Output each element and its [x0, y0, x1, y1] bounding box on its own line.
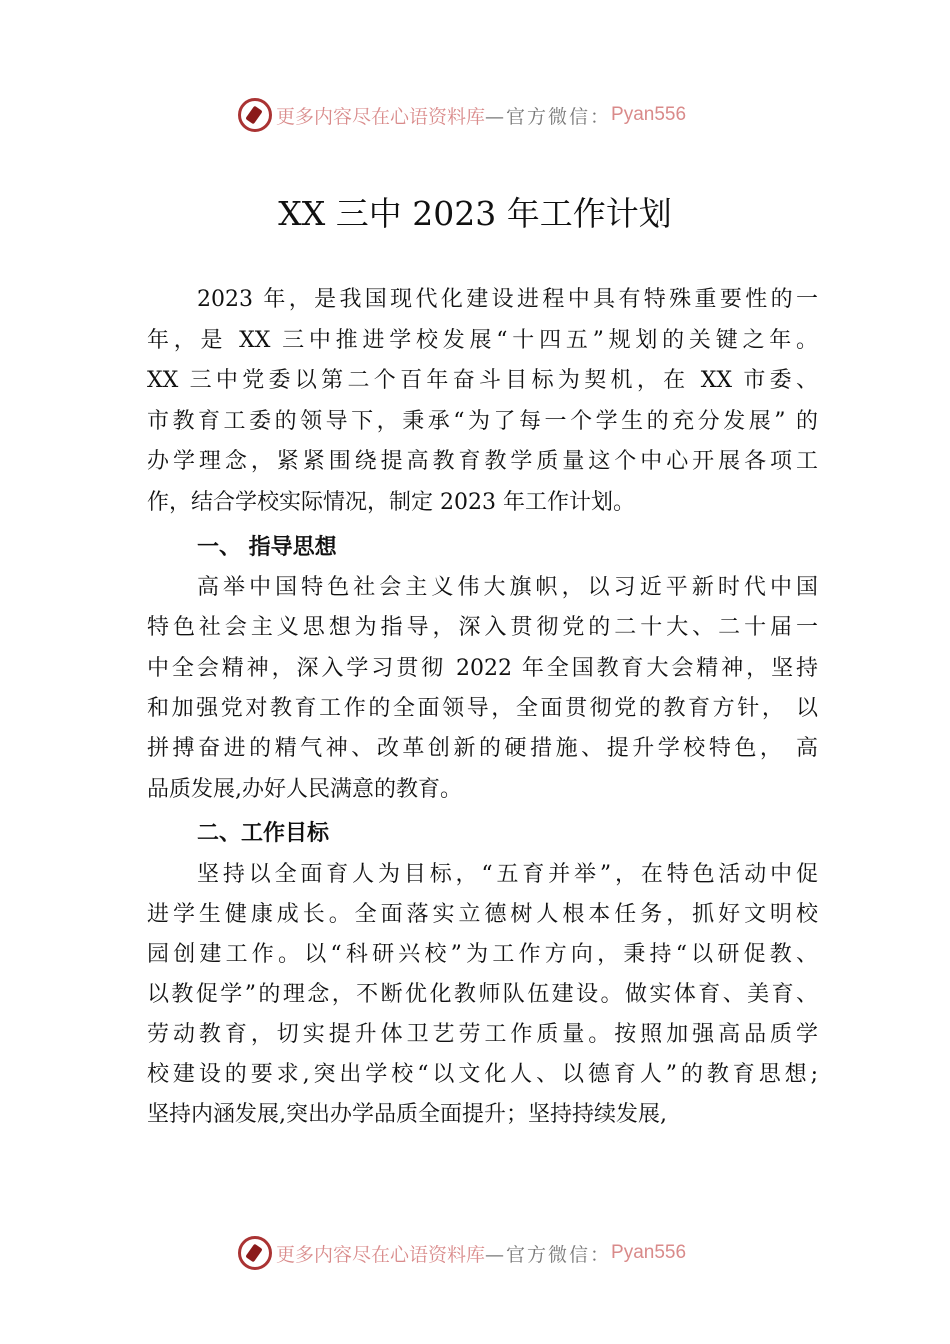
text-line: 中全会精神，深入学习贯彻 2022 年全国教育大会精神，坚持 — [147, 655, 818, 681]
section-heading-1: 一、 指导思想 — [197, 535, 337, 560]
text-line: 品质发展,办好人民满意的教育。 — [147, 776, 462, 802]
text-line: 2023 年，是我国现代化建设进程中具有特殊重要性的一 — [197, 287, 818, 312]
section-heading-2: 二、工作目标 — [197, 821, 330, 846]
watermark-wechat-label: —官方微信： — [485, 105, 612, 128]
pen-logo-icon — [238, 1236, 272, 1270]
text-line: 和加强党对教育工作的全面领导，全面贯彻党的教育方针， 以 — [147, 695, 818, 721]
watermark-wechat-id: Pyan556 — [611, 1242, 687, 1263]
watermark-wechat-label: —官方微信： — [485, 1243, 612, 1266]
pen-logo-icon — [238, 98, 272, 132]
text-line: 园创建工作。以“科研兴校”为工作方向，秉持“以研促教、 — [147, 942, 818, 967]
text-line: 市教育工委的领导下，秉承“为了每一个学生的充分发展” 的 — [147, 408, 818, 434]
text-line: XX 三中党委以第二个百年奋斗目标为契机，在 XX 市委、 — [147, 368, 818, 393]
text-line: 进学生健康成长。全面落实立德树人根本任务，抓好文明校 — [147, 902, 818, 927]
text-line: 作，结合学校实际情况，制定 2023 年工作计划。 — [147, 489, 635, 515]
text-line: 劳动教育，切实提升体卫艺劳工作质量。按照加强高品质学 — [147, 1022, 818, 1047]
text-line: 以教促学”的理念，不断优化教师队伍建设。做实体育、美育、 — [147, 982, 818, 1007]
text-line: 坚持以全面育人为目标，“五育并举”，在特色活动中促 — [197, 862, 818, 887]
text-line: 特色社会主义思想为指导，深入贯彻党的二十大、二十届一 — [147, 615, 818, 641]
text-line: 坚持内涵发展,突出办学品质全面提升；坚持持续发展, — [147, 1102, 667, 1127]
text-line: 拼搏奋进的精气神、改革创新的硬措施、提升学校特色， 高 — [147, 736, 818, 762]
watermark-wechat-id: Pyan556 — [611, 104, 687, 125]
watermark-header — [238, 95, 686, 135]
text-line: 年，是 XX 三中推进学校发展“十四五”规划的关键之年。 — [147, 327, 818, 353]
document-title: XX 三中 2023 年工作计划 — [278, 194, 672, 233]
text-line: 高举中国特色社会主义伟大旗帜，以习近平新时代中国 — [197, 575, 818, 600]
watermark-footer — [238, 1233, 686, 1273]
text-line: 校建设的要求,突出学校“以文化人、以德育人”的教育思想; — [147, 1062, 818, 1087]
watermark-text: 更多内容尽在心语资料库 — [276, 1243, 486, 1266]
watermark-text: 更多内容尽在心语资料库 — [276, 105, 486, 128]
text-line: 办学理念，紧紧围绕提高教育教学质量这个中心开展各项工 — [147, 449, 818, 474]
